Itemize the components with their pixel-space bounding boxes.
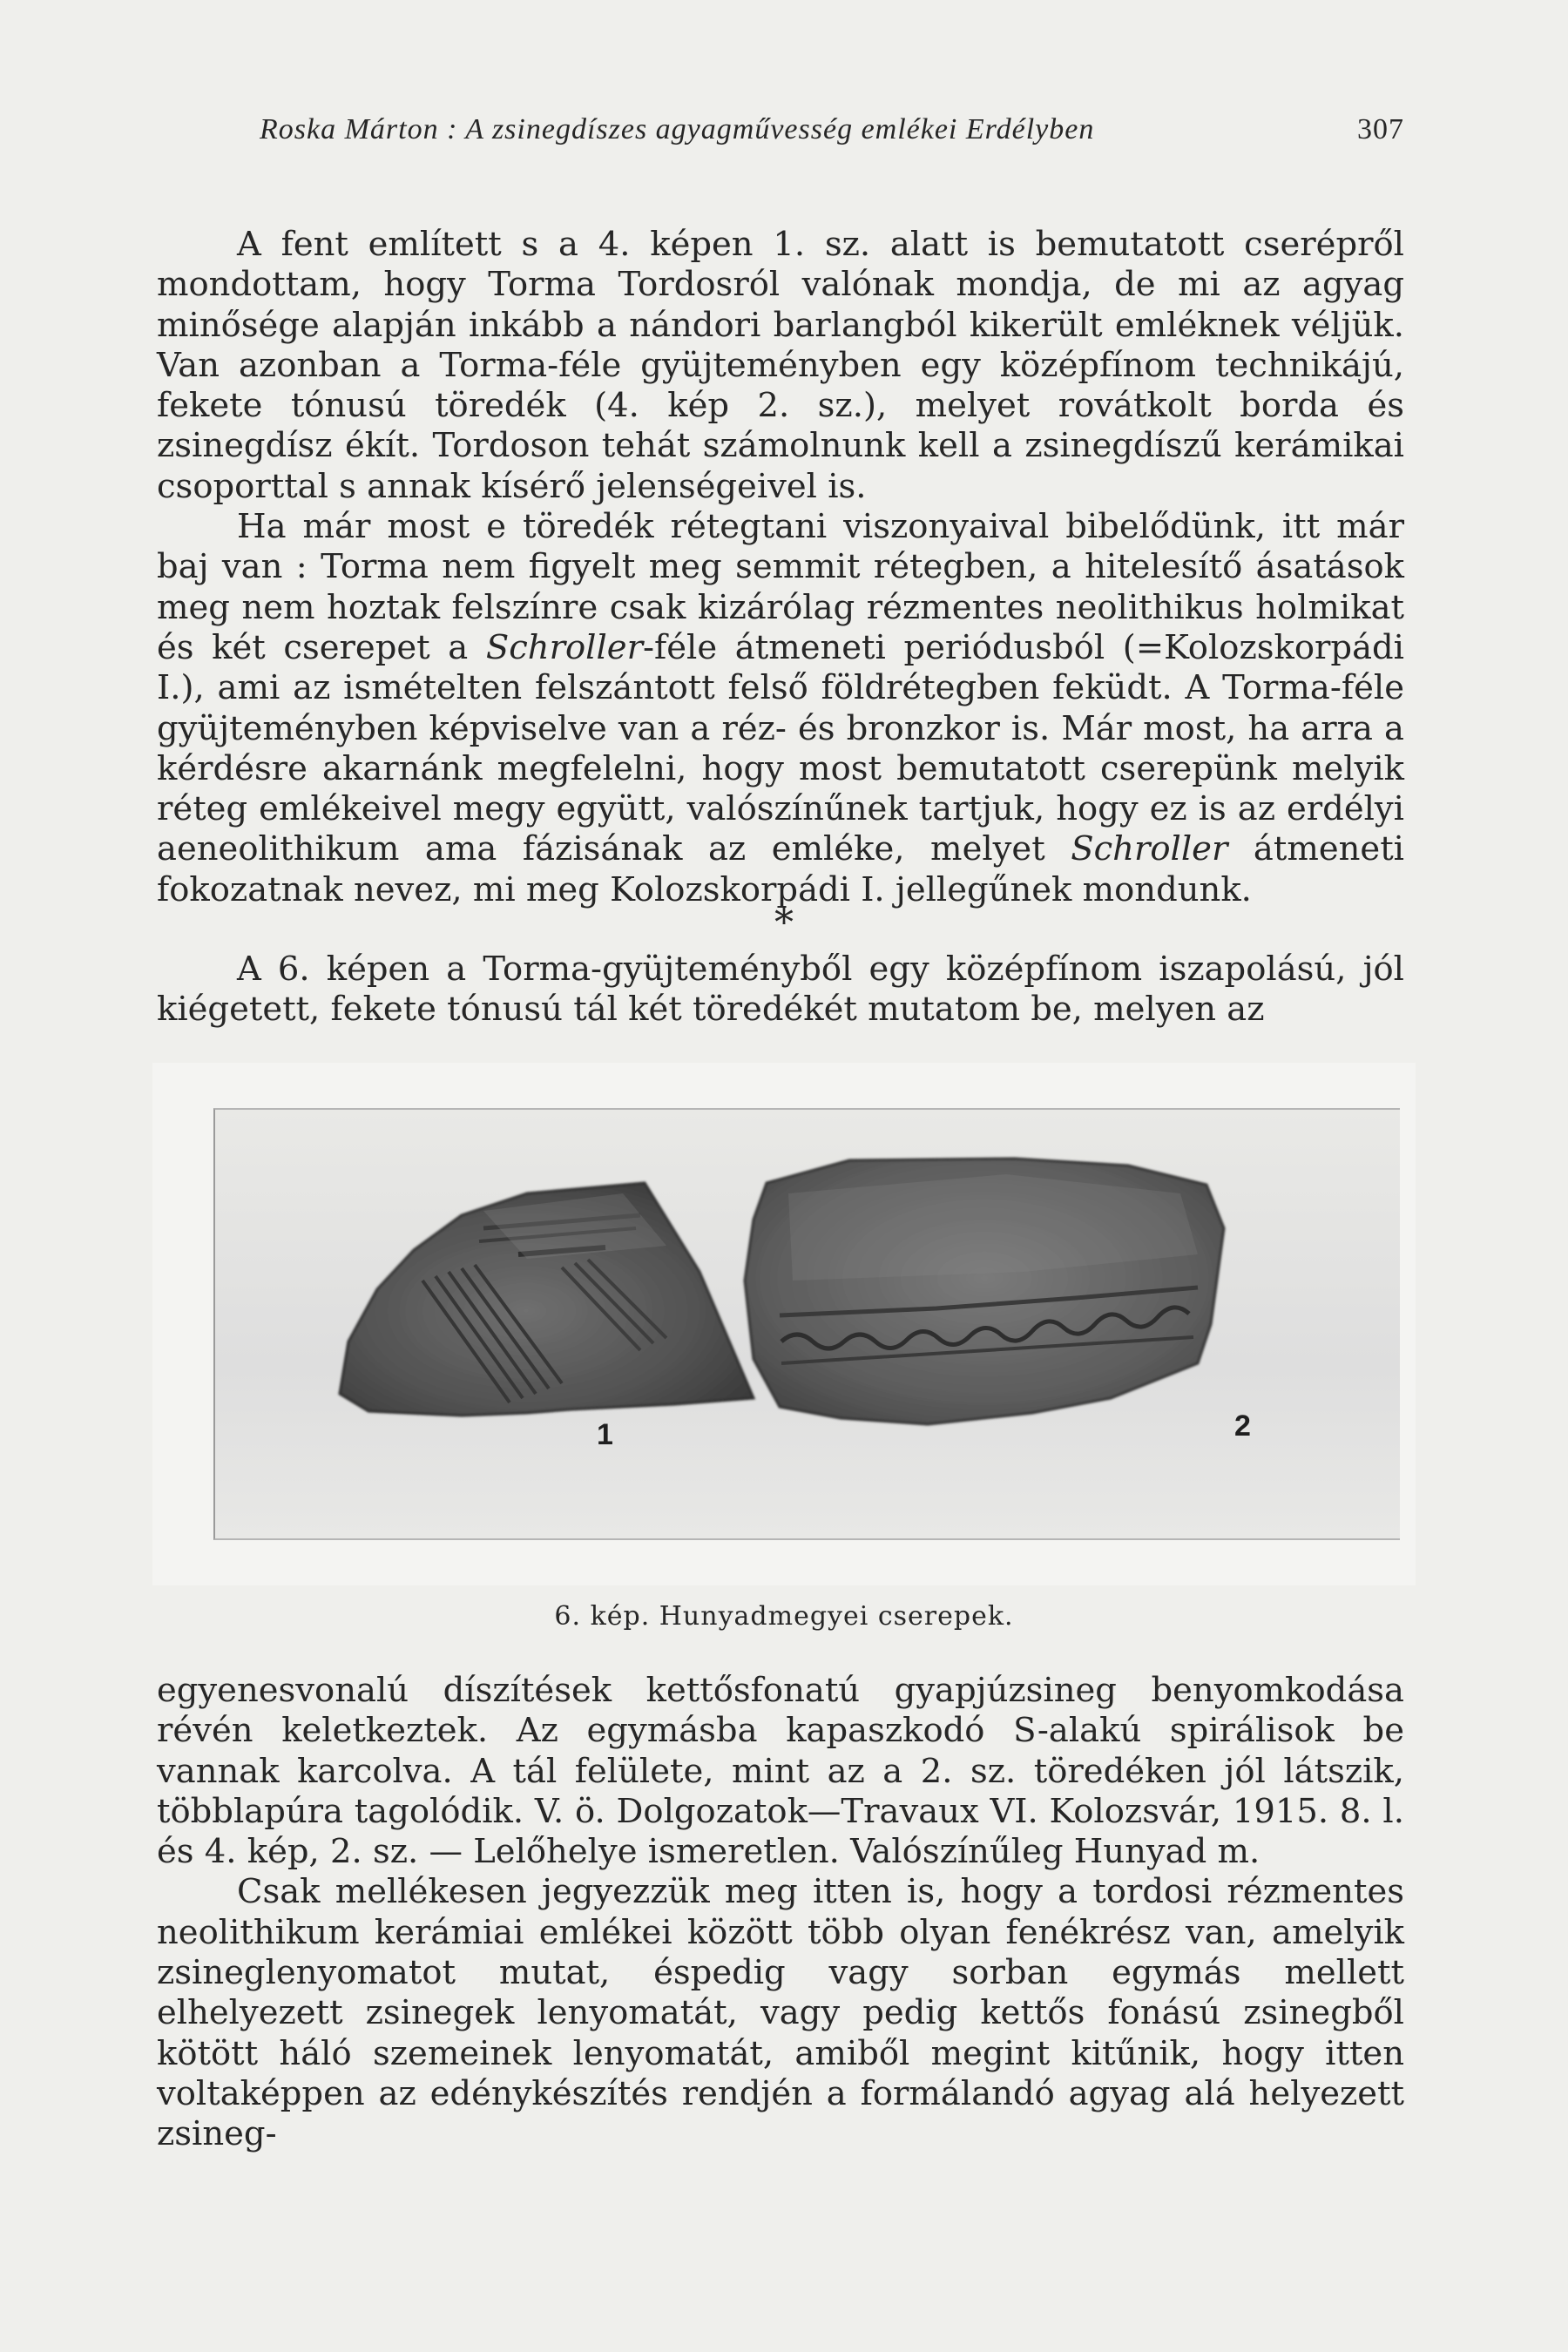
sherd-1 [340,1183,754,1416]
paragraph-3: A 6. képen a Torma-gyüjteményből egy középfínom iszapolású, jól kiégetett, fekete tónusú tál két töredékét mutatom be, melyen az [157,950,1404,1030]
figure-label-2: 2 [1234,1409,1251,1443]
paragraph-4: egyenesvonalú díszítések kettősfonatú gyapjúzsineg benyomkodása révén keletkeztek. Az egymásba kapaszkodó S-alakú spirálisok be vannak karcolva. A tál felülete, mint az a 2. sz. töredéken jól látszik, többlapúra tagolódik. V. ö. Dolgozatok—Travaux VI. Kolozsvár, 1915. 8. l. és 4. kép, 2. sz. — Lelőhelye ismeretlen. Valószínűleg Hunyad m. [157,1671,1404,1872]
text-block-top [157,225,1404,910]
paragraph-1: A fent említett s a 4. képen 1. sz. alatt is bemutatott cserépről mondottam, hogy Torma Tordosról valónak mondja, de mi az agyag minősége alapján inkább a nándori barlangból kikerült emléknek véljük. Van azonban a Torma-féle gyüjteményben egy középfínom technikájú, fekete tónusú töredék (4. kép 2. sz.), melyet rovátkolt borda és zsinegdísz ékít. Tordoson tehát számolnunk kell a zsinegdíszű kerámikai csoporttal s annak kísérő jelenségeivel is. [157,225,1404,506]
paragraph-5: Csak mellékesen jegyezzük meg itten is, hogy a tordosi rézmentes neolithikum kerámiai emlékei között több olyan fenékrész van, amelyik zsineglenyomatot mutat, éspedig vagy sorban egymás mellett elhelyezett zsinegek lenyomatát, vagy pedig kettős fonású zsinegből kötött háló szemeinek lenyomatát, amiből megint kitűnik, hogy itten voltaképpen az edénykészítés rendjén a formálandó agyag alá helyezett zsineg- [157,1872,1404,2154]
running-title: Roska Márton : A zsinegdíszes agyagművesség emlékei Erdélyben [260,113,1095,145]
sherd-2 [745,1159,1224,1424]
figure-photo [152,1063,1416,1585]
page-number: 307 [1357,113,1404,145]
italic-name-schroller-2: Schroller [1071,829,1228,869]
figure-label-1: 1 [597,1418,613,1451]
paragraph-2: Ha már most e töredék rétegtani viszonyaival bibelődünk, itt már baj van : Torma nem figyelt meg semmit rétegben, a hitelesítő ásatások meg nem hoztak felszínre csak kizárólag rézmentes neolithikus holmikat és két cserepet a Schroller-féle átmeneti periódusból (=Kolozskorpádi I.), ami az ismételten felszántott felső földrétegben feküdt. A Torma-féle gyüjteményben képviselve van a réz- és bronzkor is. Már most, ha arra a kérdésre akarnánk megfelelni, hogy most bemutatott cserepünk melyik réteg emlékeivel megy együtt, valószínűnek tartjuk, hogy ez is az erdélyi aeneolithikum ama fázisának az emléke, melyet Schroller átmeneti fokozatnak nevez, mi meg Kolozskorpádi I. jellegűnek mondunk. [157,507,1404,909]
figure-caption: 6. kép. Hunyadmegyei cserepek. [554,1601,1014,1632]
running-head [157,113,1404,152]
text-block-middle [157,950,1404,1031]
italic-name-schroller: Schroller [485,627,643,667]
figure-6 [152,1063,1416,1585]
section-separator: * [774,901,794,945]
text-block-bottom [157,1671,1404,2155]
